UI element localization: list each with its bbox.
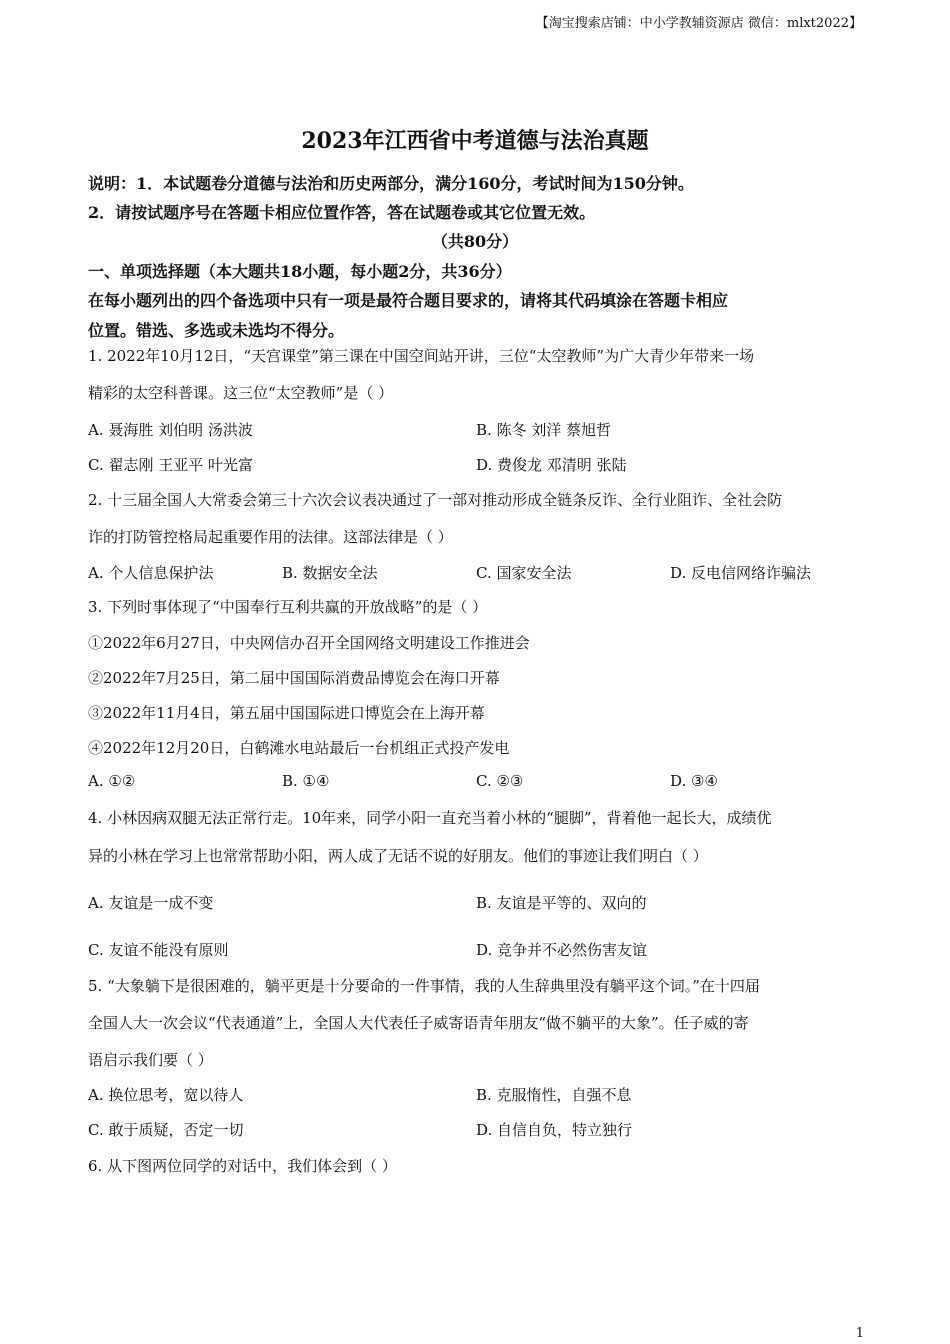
question-5-option-b[interactable]: B. 克服惰性，自强不息 bbox=[476, 1086, 632, 1104]
instruction-line-1: 说明：1．本试题卷分道德与法治和历史两部分，满分160分，考试时间为150分钟。 bbox=[88, 174, 694, 193]
question-2-option-b[interactable]: B. 数据安全法 bbox=[282, 564, 378, 582]
question-1-line-1: 1. 2022年10月12日，“天宫课堂”第三课在中国空间站开讲，三位“太空教师”为广大青少年带来一场 bbox=[88, 347, 755, 365]
score-note: （共80分） bbox=[431, 232, 519, 251]
question-2-option-c[interactable]: C. 国家安全法 bbox=[476, 564, 572, 582]
question-4-option-d[interactable]: D. 竞争并不必然伤害友谊 bbox=[476, 941, 648, 959]
question-4-line-1: 4. 小林因病双腿无法正常行走。10年来，同学小阳一直充当着小林的“腿脚”，背着他一起长大，成绩优 bbox=[88, 809, 772, 827]
question-1-option-d[interactable]: D. 费俊龙 邓清明 张陆 bbox=[476, 456, 627, 474]
section-desc-line-2: 位置。错选、多选或未选均不得分。 bbox=[88, 321, 345, 340]
instruction-line-2: 2．请按试题序号在答题卡相应位置作答，答在试题卷或其它位置无效。 bbox=[88, 203, 596, 222]
section-desc-line-1: 在每小题列出的四个备选项中只有一项是最符合题目要求的，请将其代码填涂在答题卡相应 bbox=[88, 291, 729, 310]
question-5-option-c[interactable]: C. 敢于质疑，否定一切 bbox=[88, 1121, 244, 1139]
question-3-option-d[interactable]: D. ③④ bbox=[670, 772, 718, 790]
question-2-line-1: 2. 十三届全国人大常委会第三十六次会议表决通过了一部对推动形成全链条反诈、全行业阻诈、全社会防 bbox=[88, 491, 783, 509]
page-number: 1 bbox=[855, 1326, 864, 1341]
question-3-option-a[interactable]: A. ①② bbox=[88, 772, 136, 790]
question-1-line-2: 精彩的太空科普课。这三位“太空教师”是（ ） bbox=[88, 384, 394, 402]
question-5-option-d[interactable]: D. 自信自负，特立独行 bbox=[476, 1121, 633, 1139]
question-1-option-b[interactable]: B. 陈冬 刘洋 蔡旭哲 bbox=[476, 421, 612, 439]
question-5-line-1: 5. “大象躺下是很困难的，躺平更是十分要命的一件事情，我的人生辞典里没有躺平这个词。”在十四届 bbox=[88, 977, 760, 995]
question-3-item-2: ②2022年7月25日，第二届中国国际消费品博览会在海口开幕 bbox=[88, 669, 500, 687]
page-title: 2023年江西省中考道德与法治真题 bbox=[301, 128, 649, 154]
question-3-line-1: 3. 下列时事体现了“中国奉行互利共赢的开放战略”的是（ ） bbox=[88, 598, 488, 616]
question-5-line-3: 语启示我们要（ ） bbox=[88, 1051, 213, 1069]
question-1-option-c[interactable]: C. 翟志刚 王亚平 叶光富 bbox=[88, 456, 254, 474]
question-3-item-3: ③2022年11月4日，第五届中国国际进口博览会在上海开幕 bbox=[88, 704, 485, 722]
question-4-option-b[interactable]: B. 友谊是平等的、双向的 bbox=[476, 894, 647, 912]
question-3-option-c[interactable]: C. ②③ bbox=[476, 772, 524, 790]
question-1-option-a[interactable]: A. 聂海胜 刘伯明 汤洪波 bbox=[88, 421, 253, 439]
header-note: 【淘宝搜索店铺：中小学教辅资源店 微信：mlxt2022】 bbox=[535, 16, 862, 31]
question-2-line-2: 诈的打防管控格局起重要作用的法律。这部法律是（ ） bbox=[88, 528, 453, 546]
question-3-item-1: ①2022年6月27日，中央网信办召开全国网络文明建设工作推进会 bbox=[88, 634, 530, 652]
question-2-option-a[interactable]: A. 个人信息保护法 bbox=[88, 564, 214, 582]
section-title: 一、单项选择题（本大题共18小题，每小题2分，共36分） bbox=[88, 262, 512, 281]
question-4-option-a[interactable]: A. 友谊是一成不变 bbox=[88, 894, 214, 912]
question-3-item-4: ④2022年12月20日，白鹤滩水电站最后一台机组正式投产发电 bbox=[88, 739, 510, 757]
question-3-option-b[interactable]: B. ①④ bbox=[282, 772, 330, 790]
question-5-line-2: 全国人大一次会议“代表通道”上，全国人大代表任子威寄语青年朋友“做不躺平的大象”。任子威的寄 bbox=[88, 1014, 749, 1032]
question-2-option-d[interactable]: D. 反电信网络诈骗法 bbox=[670, 564, 812, 582]
question-4-line-2: 异的小林在学习上也常常帮助小阳，两人成了无话不说的好朋友。他们的事迹让我们明白（ ） bbox=[88, 847, 708, 865]
question-6-line-1: 6. 从下图两位同学的对话中，我们体会到（ ） bbox=[88, 1157, 397, 1175]
question-5-option-a[interactable]: A. 换位思考，宽以待人 bbox=[88, 1086, 244, 1104]
question-4-option-c[interactable]: C. 友谊不能没有原则 bbox=[88, 941, 229, 959]
